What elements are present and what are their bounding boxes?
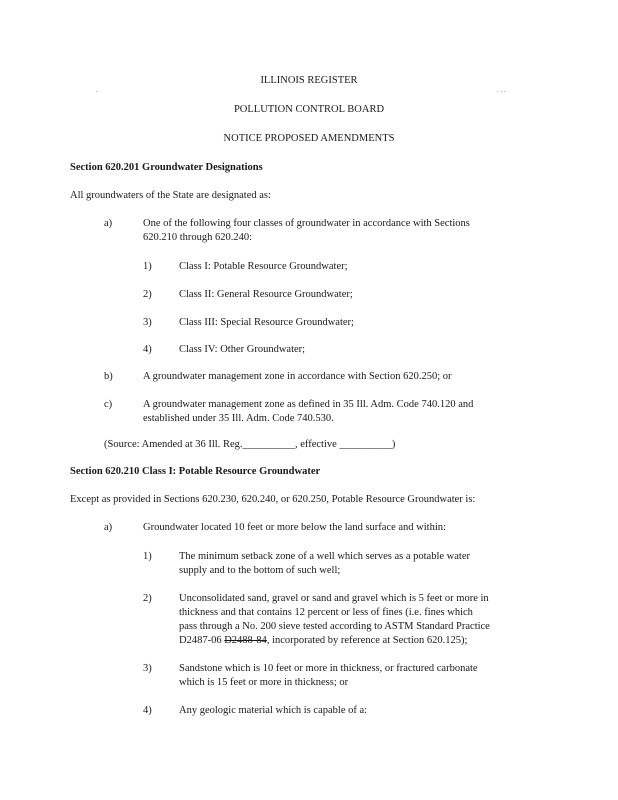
class-item-number: 3): [143, 317, 152, 328]
board-title: POLLUTION CONTROL BOARD: [233, 104, 385, 115]
item-c-text-line2: established under 35 Ill. Adm. Code 740.530.: [143, 413, 334, 424]
class-item-number: 2): [143, 289, 152, 300]
section-620-210-heading: Section 620.210 Class I: Potable Resource Groundwater: [70, 466, 321, 477]
class-item-text: Class IV: Other Groundwater;: [179, 344, 306, 355]
subitem-3-line2: which is 15 feet or more in thickness; or: [179, 677, 349, 688]
section-620-210-intro: Except as provided in Sections 620.230, 620.240, or 620.250, Potable Resource Groundwater is:: [70, 494, 476, 505]
register-title: ILLINOIS REGISTER: [260, 75, 358, 86]
deleted-standard-text: D2488-84: [224, 635, 267, 646]
class-item-text: Class III: Special Resource Groundwater;: [179, 317, 354, 328]
subitem-2-number: 2): [143, 593, 152, 604]
subitem-4-number: 4): [143, 705, 152, 716]
item-a-text-line2: 620.210 through 620.240:: [143, 232, 253, 243]
subitem-3-number: 3): [143, 663, 152, 674]
subitem-1-line2: supply and to the bottom of such well;: [179, 565, 341, 576]
subitem-2-line4-tail: , incorporated by reference at Section 620.125);: [266, 635, 468, 646]
subitem-4-line1: Any geologic material which is capable of a:: [179, 705, 368, 716]
item-a-label: a): [104, 218, 113, 229]
new-standard-text: D2487-06: [179, 635, 225, 646]
item-c-text-line1: A groundwater management zone as defined in 35 Ill. Adm. Code 740.120 and: [143, 399, 474, 410]
class-item-text: Class I: Potable Resource Groundwater;: [179, 261, 348, 272]
scan-mark-right: . . .: [497, 86, 506, 94]
subitem-2-line2: thickness and that contains 12 percent or less of fines (i.e. fines which: [179, 607, 473, 618]
subitem-1-line1: The minimum setback zone of a well which serves as a potable water: [179, 551, 470, 562]
section-620-201-heading: Section 620.201 Groundwater Designations: [70, 162, 263, 173]
item-a-label: a): [104, 522, 113, 533]
subitem-2-line1: Unconsolidated sand, gravel or sand and gravel which is 5 feet or more in: [179, 593, 489, 604]
section-620-201-intro: All groundwaters of the State are designated as:: [70, 190, 271, 201]
item-a-text-line1: One of the following four classes of groundwater in accordance with Sections: [143, 218, 470, 229]
item-b-label: b): [104, 371, 113, 382]
subitem-2-line3: pass through a No. 200 sieve tested according to ASTM Standard Practice: [179, 621, 490, 632]
item-b-text: A groundwater management zone in accordance with Section 620.250; or: [143, 371, 452, 382]
class-item-number: 4): [143, 344, 152, 355]
scan-mark-left: .: [96, 86, 98, 94]
subitem-2-line4: [179, 634, 467, 647]
class-item-text: Class II: General Resource Groundwater;: [179, 289, 353, 300]
item-c-label: c): [104, 399, 113, 410]
source-note: (Source: Amended at 36 Ill. Reg.__________, effective __________): [104, 439, 396, 450]
subitem-3-line1: Sandstone which is 10 feet or more in thickness, or fractured carbonate: [179, 663, 478, 674]
notice-title: NOTICE PROPOSED AMENDMENTS: [223, 133, 395, 144]
subitem-1-number: 1): [143, 551, 152, 562]
class-item-number: 1): [143, 261, 152, 272]
item-a-text: Groundwater located 10 feet or more below the land surface and within:: [143, 522, 446, 533]
